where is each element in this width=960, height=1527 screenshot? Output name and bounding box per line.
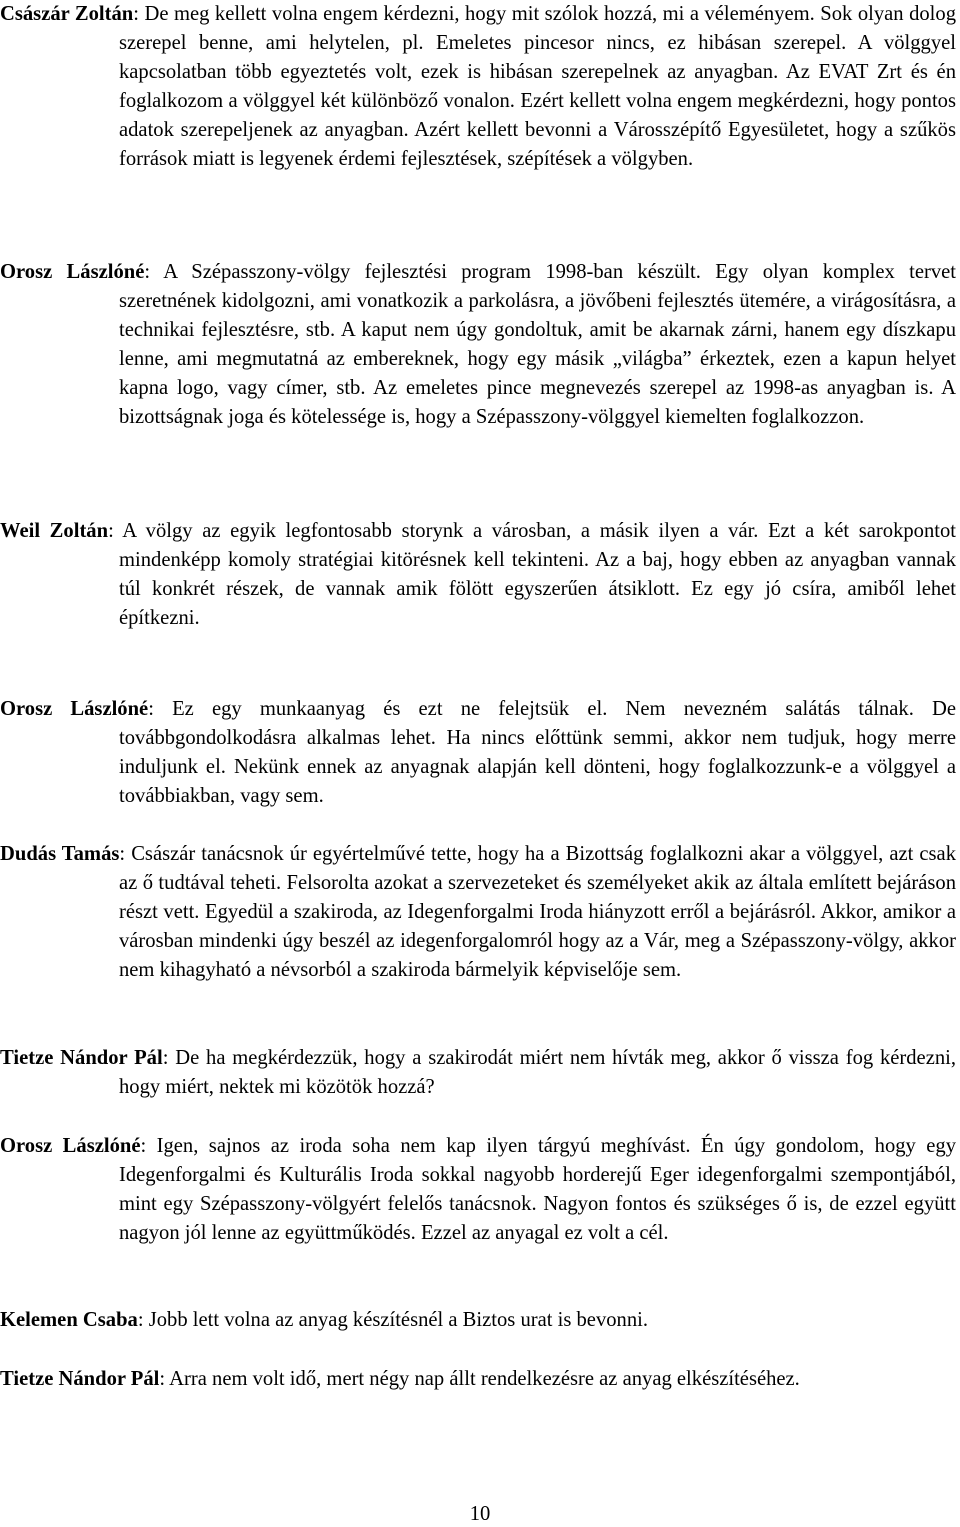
transcript-entry	[0, 0, 956, 175]
statement-text: A völgy az egyik legfontosabb storynk a városban, a másik ilyen a vár. Ezt a két sarokpontot mindenképp komoly stratégiai kitörésnek kell tekinteni. Az a baj, hogy ebben az anyagban vannak túl konkrét részek, de vannak amik fölött egyszerűen átsiklott. Ez egy jó csíra, amiből lehet építkezni.	[119, 520, 957, 630]
statement-text: De ha megkérdezzük, hogy a szakirodát miért nem hívták meg, akkor ő vissza fog kérdezni, hogy miért, nektek mi közötök hozzá?	[119, 1047, 957, 1099]
separator: :	[162, 1047, 176, 1069]
statement-text: Jobb lett volna az anyag készítésnél a Biztos urat is bevonni.	[148, 1309, 649, 1331]
statement-text: Császár tanácsnok úr egyértelművé tette, hogy ha a Bizottság foglalkozni akar a völggyel, azt csak az ő tudtával teheti. Felsorolta azokat a szervezeteket és személyeket akik az általa említett bejáráson részt vett. Egyedül a szakiroda, az Idegenforgalmi Iroda hiányzott erről a bejárásról. Akkor, amikor a városban mindenki úgy beszél az idegenforgalomról hogy az a Vár, meg a Szépasszony-völgy, akkor nem kihagyható a névsorból a szakiroda bármelyik képviselője sem.	[119, 843, 956, 982]
separator: :	[148, 698, 173, 720]
statement-text: De meg kellett volna engem kérdezni, hogy mit szólok hozzá, mi a véleményem. Sok olyan dolog szerepel benne, ami helytelen, pl. Emeletes pincesor nincs, ez hibásan szerepel. A völggyel kapcsolatban több egyeztetés volt, ezek is hibásan szerepelnek az anyagban. Az EVAT Zrt és én foglalkozom a völggyel két különböző vonalon. Ezért kellett volna engem megkérdezni, hogy pontos adatok szerepeljenek az anyagban. Azért kellett bevonni a Városszépítő Egyesületet, hogy a szűkös források miatt is legyenek érdemi fejlesztések, szépítések a völgyben.	[119, 3, 957, 171]
transcript-entry	[0, 258, 956, 433]
speaker-name: Kelemen Csaba	[0, 1309, 138, 1331]
speaker-name: Császár Zoltán	[0, 3, 134, 25]
transcript-entry	[0, 840, 956, 985]
speaker-name: Orosz Lászlóné	[0, 1135, 141, 1157]
speaker-name: Weil Zoltán	[0, 520, 109, 542]
speaker-name: Tietze Nándor Pál	[0, 1368, 160, 1390]
statement-text: A Szépasszony-völgy fejlesztési program 1998-ban készült. Egy olyan komplex tervet szeretnének kidolgozni, ami vonatkozik a parkolásra, a jövőbeni fejlesztés ütemére, a virágosításra, a technikai fejlesztésre, stb. A kaput nem úgy gondoltuk, amit be akarnak zárni, hanem egy díszkapu lenne, ami megmutatná az embereknek, hogy egy másik „világba” érkeztek, ezen a kapun helyet kapna logo, vagy címer, stb. Az emeletes pince megnevezés szerepel az 1998-as anyagban is. A bizottságnak joga és kötelessége is, hogy a Szépasszony-völggyel kiemelten foglalkozzon.	[119, 261, 957, 429]
transcript-entry	[0, 1306, 956, 1335]
separator: :	[159, 1368, 170, 1390]
separator: :	[119, 843, 132, 865]
speaker-name: Orosz Lászlóné	[0, 261, 145, 283]
separator: :	[144, 261, 164, 283]
transcript-entry	[0, 1132, 956, 1248]
transcript-entry	[0, 1365, 956, 1394]
page-number: 10	[469, 1503, 491, 1525]
statement-text: Arra nem volt idő, mert négy nap állt rendelkezésre az anyag elkészítéséhez.	[169, 1368, 800, 1390]
transcript-entry	[0, 517, 956, 633]
speaker-name: Dudás Tamás	[0, 843, 120, 865]
speaker-name: Orosz Lászlóné	[0, 698, 149, 720]
statement-text: Igen, sajnos az iroda soha nem kap ilyen tárgyú meghívást. Én úgy gondolom, hogy egy Idegenforgalmi és Kulturális Iroda sokkal nagyobb horderejű Eger idegenforgalmi szempontjából, mint egy Szépasszony-völgyért felelős tanácsnok. Nagyon fontos és szükséges ő is, de ezzel együtt nagyon jól lenne az együttműködés. Ezzel az anyagal ez volt a cél.	[119, 1135, 956, 1245]
transcript-entry	[0, 1044, 956, 1102]
separator: :	[108, 520, 123, 542]
separator: :	[133, 3, 145, 25]
statement-text: Ez egy munkaanyag és ezt ne felejtsük el. Nem nevezném salátás tálnak. De továbbgondolkodásra alkalmas lehet. Ha nincs előttünk semmi, akkor nem tudjuk, hogy merre induljunk el. Nekünk ennek az anyagnak alapján kell dönteni, hogy foglalkozzunk-e a völggyel a továbbiakban, vagy sem.	[119, 698, 957, 808]
separator: :	[140, 1135, 157, 1157]
speaker-name: Tietze Nándor Pál	[0, 1047, 163, 1069]
separator: :	[137, 1309, 149, 1331]
transcript-entry	[0, 695, 956, 811]
